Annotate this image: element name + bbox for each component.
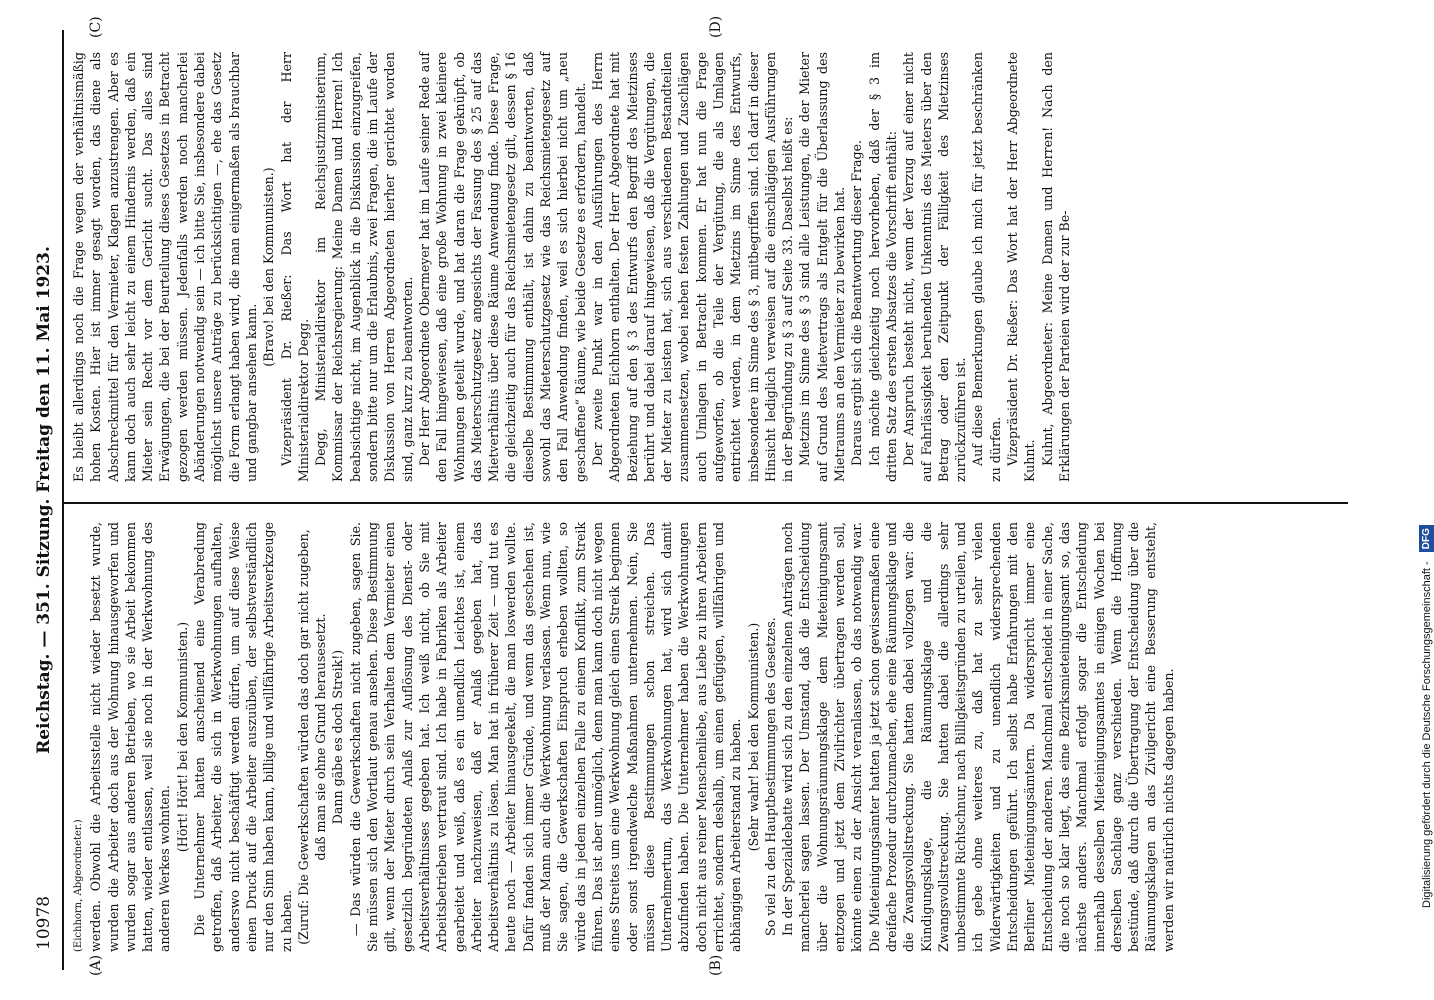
paragraph: Der Herr Abgeordnete Obermeyer hat im Laufe seiner Rede auf den Fall hingewiesen, daß eine große Wohnung in zwei kleinere Wohnungen geteilt wurde, und hat daran die Frage geknüpft, ob das Mieterschutzgesetz angesichts der Fassung des § 25 auf das Mietverhältnis über diese Räume Anwendung finde. Diese Frage, die gleichzeitig auch für das Reichsmietengesetz gilt, dessen § 16 dieselbe Bestimmung enthält, ist dahin zu beantworten, daß sowohl das Mieterschutzgesetz wie das Reichsmietengesetz auf den Fall Anwendung finden, weil es sich hierbei nicht um „neu geschaffene“ Räume, wie beide Gesetze es erfordern, handelt. xyxy=(416,52,588,482)
paragraph: So viel zu den Hauptbestimmungen des Gesetzes. xyxy=(762,617,778,936)
margin-mark-c: (C) xyxy=(88,16,104,38)
quotation: Der Anspruch besteht nicht, wenn der Verzug auf einer nicht auf Fahrlässigkeit beruhenden Unkenntnis des Mieters über den Betrag oder den Zeitpunkt der Fälligkeit des Mietzinses zurückzuführen ist. xyxy=(901,52,969,482)
paragraph: Daraus ergibt sich die Beantwortung dieser Frage. xyxy=(849,140,865,466)
margin-mark-b: (B) xyxy=(708,954,724,976)
page-title: Reichstag. — 351. Sitzung. Freitag den 11. Mai 1923. xyxy=(34,246,54,754)
interjection: (Bravo! bei den Kommunisten.) xyxy=(261,167,277,367)
paragraph: Ich möchte gleichzeitig noch hervorheben, daß der § 3 im dritten Satz des ersten Absatzes die Vorschrift enthält: xyxy=(866,52,899,482)
paragraph: Die Unternehmer hatten anscheinend eine Verabredung getroffen, daß Arbeiter, die sich in Werkwohnungen aufhalten, anderswo nicht beschäftigt werden dürfen, um auf diese Weise einen Druck auf die Arbeiter auszuüben, der selbstverständlich nur den Sinn haben kann, billige und willfährige Arbeitswerkzeuge zu haben. xyxy=(192,522,294,952)
page-number: 10978 xyxy=(34,895,54,950)
margin-mark-d: (D) xyxy=(708,15,724,38)
paragraph: Vizepräsident Dr. Rießer: Das Wort hat der Herr Ministerialdirektor Degg. xyxy=(278,52,311,482)
left-column xyxy=(70,522,1177,952)
side-note xyxy=(1416,8,1434,908)
speaker-head: (Eichhorn, Abgeordneter.) xyxy=(73,819,84,952)
right-column xyxy=(70,52,1073,482)
interjection: (Zuruf: Die Gewerkschaften würden das doch gar nicht zugeben, daß man sie ohne Grund herausesetzt. xyxy=(295,529,329,945)
paragraph: Kuhnt, Abgeordneter: Meine Damen und Herren! Nach den Erklärungen der Parteien wird der zur Be- xyxy=(1039,52,1072,482)
paragraph: Auf diese Bemerkungen glaube ich mich für jetzt beschränken zu dürfen. xyxy=(970,52,1003,482)
quotation: Mietzins im Sinne des § 3 sind alle Leistungen, die der Mieter auf Grund des Mietvertrags als Entgelt für die Überlassung des Mietraums an den Vermieter zu bewirken hat. xyxy=(797,52,848,482)
dfg-logo: DFG xyxy=(1419,525,1434,552)
paragraph: Der zweite Punkt war in den Ausführungen des Herrn Abgeordneten Eichhorn enthalten. Der Herr Abgeordnete hat mit Beziehung auf den § 3 des Entwurfs den Begriff des Mietzinses berührt und dabei darauf hingewiesen, daß die Vergütungen, die der Mieter zu leisten hat, sich aus verschiedenen Bestandteilen zusammensetzen, wobei neben festen Zahlungen und Zuschlägen auch Umlagen in Betracht kommen. Er hat nun die Frage aufgeworfen, ob die Teile der Vergütung, die als Umlagen entrichtet werden, in dem Mietzins im Sinne des Entwurfs, insbesondere im Sinne des § 3, mitbegriffen sind. Ich darf in dieser Hinsicht lediglich verweisen auf die einschlägigen Ausführungen in der Begründung zu § 3 auf Seite 33. Daselbst heißt es: xyxy=(589,52,796,482)
paragraph: — Das würden die Gewerkschaften nicht zugeben, sagen Sie. Sie müssen sich den Wortlaut genau ansehen. Diese Bestimmung gilt, wenn der Mieter durch sein Verhalten dem Vermieter einen gesetzlich begründeten Anlaß zur Auflösung des Dienst- oder Arbeitsverhältnisses gegeben hat. Ich weiß nicht, ob Sie mit Arbeitsbetrieben vertraut sind. Ich habe in Fabriken als Arbeiter gearbeitet und weiß, daß es ein unendlich Leichtes ist, einem Arbeiter nachzuweisen, daß er Anlaß gegeben hat, das Arbeitsverhältnis zu lösen. Man hat in früherer Zeit — und tut es heute noch — Arbeiter hinausgeekelt, die man loswerden wollte. Dafür fanden sich immer Gründe, und wenn das geschehen ist, muß der Mann auch die Werkwohnung verlassen. Wenn nun, wie Sie sagen, die Gewerkschaften Einspruch erheben wollten, so würde das in jedem einzelnen Falle zu einem Konflikt, zum Streik führen. Das ist aber unmöglich, denn man kann doch nicht wegen eines Streites um eine Werkwohnung gleich einen Streik beginnen oder sonst irgendwelche Maßnahmen unternehmen. Nein, Sie müssen diese Bestimmungen schon streichen. Das Unternehmertum, das Werkwohnungen hat, wird sich damit abzufinden haben. Die Unternehmer haben die Werkwohnungen doch nicht aus reiner Menschenliebe, aus Liebe zu ihren Arbeitern errichtet, sondern deshalb, um einen gefügigen, willfährigen und abhängigen Arbeiterstand zu haben. xyxy=(347,522,744,952)
paragraph: Vizepräsident Dr. Rießer: Das Wort hat der Herr Abgeordnete Kuhnt. xyxy=(1005,52,1038,482)
margin-mark-a: (A) xyxy=(88,954,104,976)
interjection: (Hört! Hört! bei den Kommunisten.) xyxy=(174,621,190,853)
paragraph: Es bleibt allerdings noch die Frage wegen der verhältnismäßig hohen Kosten. Hier ist immer gesagt worden, das diene als Abschreckmittel für den Vermieter, Klagen anzustrengen. Aber es kann doch auch sehr leicht zu einem Hindernis werden, daß ein Mieter sein Recht vor dem Gericht sucht. Das alles sind Erwägungen, die bei der Beurteilung dieses Gesetzes in Betracht gezogen werden müssen. Jedenfalls werden noch mancherlei Abänderungen notwendig sein — ich bitte Sie, insbesondere dabei möglichst unsere Anträge zu berücksichtigen —, ehe das Gesetz die Form erlangt haben wird, die man einigermaßen als brauchbar und gangbar ansehen kann. xyxy=(71,52,259,482)
side-note-text: Digitalisierung gefördert durch die Deutsche Forschungsgemeinschaft - xyxy=(1421,561,1433,908)
column-divider xyxy=(64,502,1348,504)
interjection: Dann gäbe es doch Streik!) xyxy=(330,649,346,825)
paragraph: werden. Obwohl die Arbeitsstelle nicht wieder besetzt wurde, wurden die Arbeiter doch aus der Wohnung hinausgeworfen und wurden sogar aus anderen Betrieben, wo sie Arbeit bekommen hatten, wieder entlassen, weil sie noch in der Werkwohnung des anderen Werkes wohnten. xyxy=(88,522,173,952)
interjection: (Sehr wahr! bei den Kommunisten.) xyxy=(745,622,761,852)
paragraph: Degg, Ministerialdirektor im Reichsjustizministerium, Kommissar der Reichsregierung: Meine Damen und Herren! Ich beabsichtige nicht, im Augenblick in die Diskussion einzugreifen, sondern bitte nur um die Erlaubnis, zwei Fragen, die im Laufe der Diskussion von Herren Abgeordneten hierher gerichtet worden sind, ganz kurz zu beantworten. xyxy=(313,52,415,482)
paragraph: In der Spezialdebatte wird sich zu den einzelnen Anträgen noch mancherlei sagen lassen. Der Umstand, daß die Entscheidung über die Wohnungsräumungsklage dem Mieteinigungsamt entzogen und jetzt dem Zivilrichter übertragen werden soll, könnte einen zu der Ansicht veranlassen, ob das notwendig war. Die Mieteinigungsämter hatten ja jetzt schon gewissermaßen eine dreifache Prozedur durchzumachen, ehe eine Räumungsklage und die Zwangsvollstreckung. Sie hatten dabei vollzogen war: die Kündigungsklage, die Räumungsklage und die Zwangsvollstreckung. Sie hatten dabei die allerdings sehr unbestimmte Richtschnur, nach Billigkeitsgründen zu urteilen, und ich gebe ohne weiteres zu, daß hat zu sehr vielen Widerwärtigkeiten und zu unendlich widersprechenden Entscheidungen geführt. Ich selbst habe Erfahrungen mit den Berliner Mieteinigungsämtern. Da widerspricht immer eine Entscheidung der anderen. Manchmal entscheidet in einer Sache, die noch so klar liegt, das eine Bezirksmieteinigungsamt so, das nächste anders. Manchmal erfolgt sogar die Entscheidung innerhalb desselben Mieteinigungsamtes in einigen Wochen bei derselben Sachlage ganz verschieden. Wenn die Hoffnung bestünde, daß durch die Übertragung der Entscheidung über die Räumungsklagen an das Zivilgericht eine Besserung entsteht, werden wir natürlich nichts dagegen haben. xyxy=(780,521,1176,952)
header-rule xyxy=(62,30,64,970)
page-header xyxy=(34,50,58,950)
